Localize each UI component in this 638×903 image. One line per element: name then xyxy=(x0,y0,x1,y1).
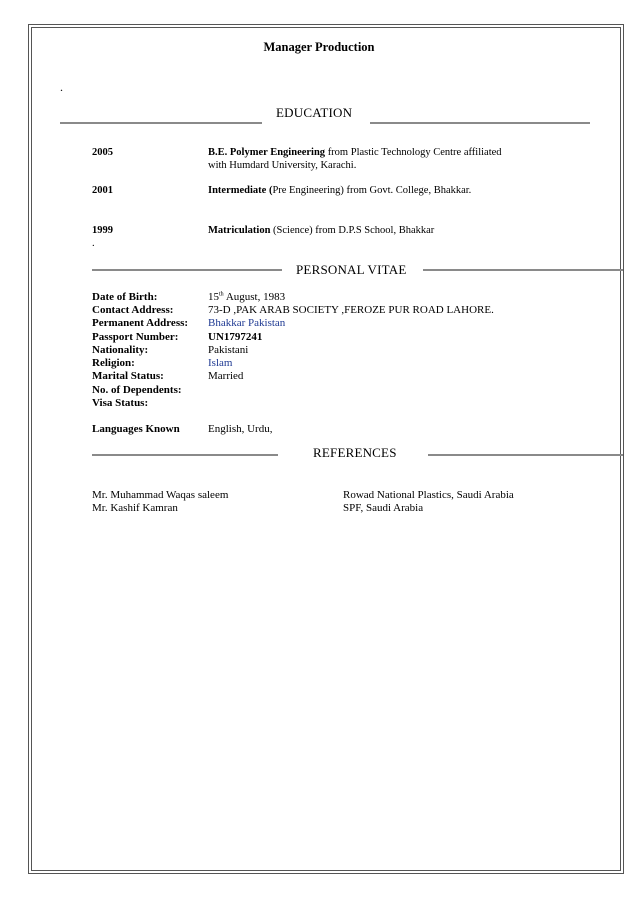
contact-value: 73-D ,PAK ARAB SOCIETY ,FEROZE PUR ROAD LAHORE. xyxy=(208,304,494,316)
education-detail: (Science) from D.P.S School, Bhakkar xyxy=(270,225,435,236)
dob-value xyxy=(208,291,285,303)
education-year-2001: 2001 xyxy=(92,185,113,196)
passport-label: Passport Number: xyxy=(92,331,179,343)
education-year-1999: 1999 xyxy=(92,225,113,236)
education-rule-left xyxy=(60,122,262,124)
dob-month-year: August, 1983 xyxy=(223,291,286,303)
dob-suffix: th xyxy=(219,291,224,298)
education-degree: Intermediate ( xyxy=(208,185,273,196)
references-rule-left xyxy=(92,454,278,456)
education-rule-right xyxy=(370,122,590,124)
education-detail-line2: with Humdard University, Karachi. xyxy=(208,160,357,171)
languages-value: English, Urdu, xyxy=(208,423,273,435)
education-degree: B.E. Polymer Engineering xyxy=(208,147,326,158)
references-heading: REFERENCES xyxy=(313,445,397,460)
education-detail: Pre Engineering) from Govt. College, Bhakkar. xyxy=(272,185,472,196)
nationality-value: Pakistani xyxy=(208,344,249,356)
education-detail: from Plastic Technology Centre affiliated xyxy=(325,147,502,158)
education-year-2005: 2005 xyxy=(92,147,113,158)
education-trailing-dot: . xyxy=(92,238,95,249)
education-entry-2001 xyxy=(208,185,471,196)
permanent-value: Bhakkar Pakistan xyxy=(208,317,286,329)
marital-value: Married xyxy=(208,370,244,382)
document-title: Manager Production xyxy=(263,40,375,54)
education-entry-1999 xyxy=(208,225,434,236)
education-degree: Matriculation xyxy=(208,225,271,236)
visa-label: Visa Status: xyxy=(92,397,149,409)
religion-label: Religion: xyxy=(92,357,135,369)
references-rule-right xyxy=(428,454,623,456)
reference-organization: SPF, Saudi Arabia xyxy=(343,502,424,514)
reference-name: Mr. Kashif Kamran xyxy=(92,502,178,514)
languages-label: Languages Known xyxy=(92,423,180,435)
dob-label: Date of Birth: xyxy=(92,291,158,303)
marital-label: Marital Status: xyxy=(92,370,164,382)
nationality-label: Nationality: xyxy=(92,344,149,356)
dependents-label: No. of Dependents: xyxy=(92,384,182,396)
dob-day: 15 xyxy=(208,291,219,303)
passport-value: UN1797241 xyxy=(208,331,263,343)
permanent-label: Permanent Address: xyxy=(92,317,189,329)
personal-heading: PERSONAL VITAE xyxy=(296,262,407,277)
personal-rule-right xyxy=(423,269,623,271)
reference-organization: Rowad National Plastics, Saudi Arabia xyxy=(343,489,514,501)
education-heading: EDUCATION xyxy=(276,105,353,120)
reference-name: Mr. Muhammad Waqas saleem xyxy=(92,489,229,501)
religion-value: Islam xyxy=(208,357,233,369)
stray-dot: . xyxy=(60,80,63,94)
personal-rule-left xyxy=(92,269,282,271)
education-entry-2005 xyxy=(208,147,502,158)
contact-label: Contact Address: xyxy=(92,304,174,316)
